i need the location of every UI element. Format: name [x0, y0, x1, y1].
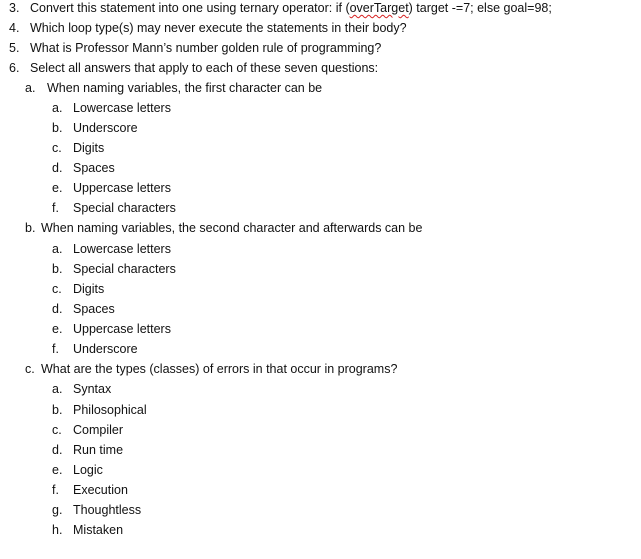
option-letter: b.: [52, 121, 63, 135]
spellcheck-flagged-word[interactable]: overTarget: [349, 1, 409, 15]
option-text: Logic: [73, 463, 103, 477]
option-letter: e.: [52, 181, 63, 195]
subquestion-text: When naming variables, the second character and afterwards can be: [41, 221, 423, 235]
option-text: Compiler: [73, 423, 124, 437]
subquestion-letter: c.: [25, 362, 35, 376]
option-text: Uppercase letters: [73, 181, 171, 195]
option-text: Syntax: [73, 382, 112, 396]
option-letter: d.: [52, 443, 63, 457]
question-number: 3.: [9, 1, 20, 15]
question-text: Select all answers that apply to each of these seven questions:: [30, 61, 379, 75]
option-text: Lowercase letters: [73, 101, 171, 115]
option-text: Uppercase letters: [73, 322, 171, 336]
question-text: Which loop type(s) may never execute the statements in their body?: [30, 21, 407, 35]
option-text: Spaces: [73, 161, 115, 175]
option-letter: c.: [52, 423, 62, 437]
option-letter: d.: [52, 161, 63, 175]
option-letter: c.: [52, 141, 62, 155]
option-text: Digits: [73, 141, 105, 155]
option-letter: b.: [52, 403, 63, 417]
subquestion-text: When naming variables, the first character can be: [47, 81, 323, 95]
option-text: Thoughtless: [73, 503, 142, 517]
option-letter: a.: [52, 382, 63, 396]
option-text: Philosophical: [73, 403, 147, 417]
option-text: Mistaken: [73, 523, 124, 537]
option-letter: d.: [52, 302, 63, 316]
option-letter: f.: [52, 483, 59, 497]
option-text: Lowercase letters: [73, 242, 171, 256]
option-letter: f.: [52, 342, 59, 356]
option-letter: h.: [52, 523, 63, 537]
question-text: Convert this statement into one using ternary operator: if (overTarget) target -=7; else goal=98;: [30, 1, 552, 15]
option-letter: e.: [52, 322, 63, 336]
question-text: What is Professor Mann’s number golden rule of programming?: [30, 41, 382, 55]
subquestion-letter: a.: [25, 81, 36, 95]
option-text: Special characters: [73, 262, 176, 276]
subquestion-text: What are the types (classes) of errors in that occur in programs?: [41, 362, 398, 376]
option-letter: g.: [52, 503, 63, 517]
option-letter: a.: [52, 242, 63, 256]
option-text: Underscore: [73, 121, 138, 135]
subquestion-letter: b.: [25, 221, 36, 235]
option-letter: b.: [52, 262, 63, 276]
option-letter: f.: [52, 201, 59, 215]
option-letter: c.: [52, 282, 62, 296]
option-text: Digits: [73, 282, 105, 296]
option-text: Spaces: [73, 302, 115, 316]
option-text: Underscore: [73, 342, 138, 356]
question-number: 5.: [9, 41, 20, 55]
option-text: Run time: [73, 443, 124, 457]
option-text: Execution: [73, 483, 128, 497]
question-number: 4.: [9, 21, 20, 35]
option-letter: e.: [52, 463, 63, 477]
question-number: 6.: [9, 61, 20, 75]
option-text: Special characters: [73, 201, 176, 215]
option-letter: a.: [52, 101, 63, 115]
